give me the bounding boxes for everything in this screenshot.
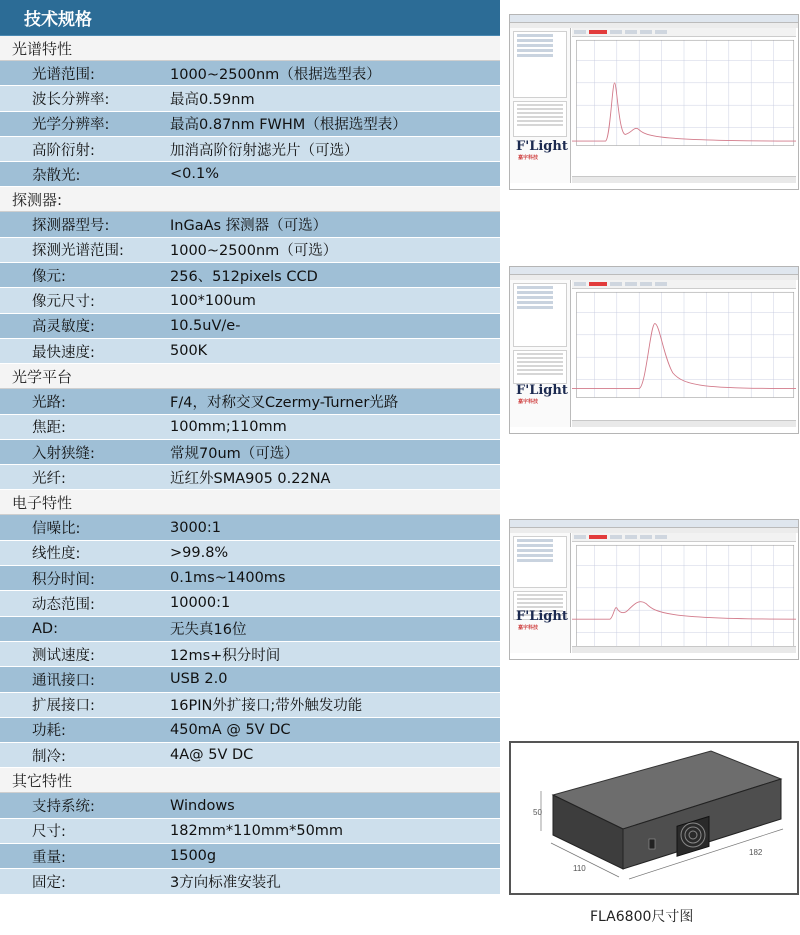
spec-label: 探测光谱范围: [32, 243, 124, 260]
spec-label: 光学分辨率: [32, 117, 110, 134]
spec-label: 积分时间: [32, 571, 95, 588]
spec-label: 测试速度: [32, 647, 95, 664]
spec-row [0, 718, 500, 743]
spec-row [0, 667, 500, 692]
spec-label: 固定: [32, 874, 66, 891]
spec-row [0, 238, 500, 263]
spec-label: 制冷: [32, 748, 66, 765]
spec-value: USB 2.0 [170, 671, 228, 688]
spec-value: 10.5uV/e- [170, 317, 241, 334]
spectrum-plot [572, 543, 796, 655]
spec-value: 1000~2500nm（根据选型表） [170, 66, 381, 83]
spec-value: <0.1% [170, 166, 219, 183]
spec-body [0, 36, 500, 895]
spec-row [0, 263, 500, 288]
spec-value: 100mm;110mm [170, 418, 287, 435]
window-titlebar [510, 267, 798, 275]
spec-row [0, 642, 500, 667]
spec-label: 入射狭缝: [32, 445, 95, 462]
software-screenshot-3 [509, 519, 799, 660]
spec-label: 光纤: [32, 470, 66, 487]
spec-label: 焦距: [32, 420, 66, 437]
spec-value: 无失真16位 [170, 622, 247, 639]
device-caption: FLA6800尺寸图 [590, 909, 694, 925]
spec-row [0, 389, 500, 414]
spec-row [0, 541, 500, 566]
section-header: 光学平台 [0, 364, 500, 389]
spec-row [0, 212, 500, 237]
spec-value: 0.1ms~1400ms [170, 570, 286, 587]
spec-row [0, 465, 500, 490]
spec-label: 探测器型号: [32, 218, 110, 235]
section-header: 光谱特性 [0, 36, 500, 61]
spectrum-panel [572, 533, 796, 653]
window-titlebar [510, 15, 798, 23]
spec-label: 通讯接口: [32, 672, 95, 689]
spec-label: 波长分辨率: [32, 91, 110, 108]
spec-label: 信噪比: [32, 521, 81, 538]
spec-value: 加消高阶衍射滤光片（可选） [170, 142, 359, 159]
spec-label: 线性度: [32, 546, 81, 563]
device-tree [513, 536, 567, 588]
spec-row [0, 515, 500, 540]
spectrum-panel [572, 280, 796, 427]
device-tree [513, 283, 567, 347]
spec-row [0, 288, 500, 313]
section-header: 探测器: [0, 187, 500, 212]
log-panel [513, 101, 567, 137]
spec-value: 16PIN外扩接口;带外触发功能 [170, 698, 363, 715]
spec-label: 支持系统: [32, 799, 95, 816]
dim-depth-label: 110 [573, 864, 586, 873]
spec-row [0, 591, 500, 616]
plot-toolbar [572, 533, 796, 542]
spec-value: 12ms+积分时间 [170, 647, 281, 664]
spec-row [0, 743, 500, 768]
spec-value: 10000:1 [170, 595, 231, 612]
section-header: 其它特性 [0, 768, 500, 793]
spec-row [0, 844, 500, 869]
spec-row [0, 440, 500, 465]
device-dimension-drawing [509, 741, 799, 895]
dim-height-label: 50 [533, 808, 542, 817]
spec-label: 像元: [32, 268, 66, 285]
spec-row [0, 415, 500, 440]
spec-row [0, 162, 500, 187]
spec-value: 3方向标准安装孔 [170, 874, 281, 891]
spec-label: AD: [32, 620, 58, 637]
spectrum-plot [572, 38, 796, 150]
spec-value: 最高0.59nm [170, 91, 255, 108]
spec-value: 256、512pixels CCD [170, 268, 318, 285]
spec-label: 光路: [32, 394, 66, 411]
spec-row [0, 793, 500, 818]
spec-row [0, 819, 500, 844]
spec-row [0, 693, 500, 718]
spec-value: 常规70um（可选） [170, 445, 299, 462]
spec-row [0, 137, 500, 162]
spec-label: 高阶衍射: [32, 142, 95, 159]
left-panel [510, 533, 571, 653]
spec-value: >99.8% [170, 544, 229, 561]
spec-value: 1000~2500nm（可选） [170, 243, 338, 260]
page-title: 技术规格 [0, 0, 500, 36]
spec-value: Windows [170, 797, 235, 814]
spec-value: 最高0.87nm FWHM（根据选型表） [170, 117, 407, 134]
spectrum-plot [572, 290, 796, 402]
spec-label: 动态范围: [32, 596, 95, 613]
spec-value: 500K [170, 343, 208, 360]
spec-label: 尺寸: [32, 824, 66, 841]
plot-toolbar [572, 280, 796, 289]
spec-label: 高灵敏度: [32, 319, 95, 336]
spec-row [0, 617, 500, 642]
dim-width-label: 182 [749, 848, 763, 857]
software-screenshot-1 [509, 14, 799, 190]
spec-label: 像元尺寸: [32, 294, 95, 311]
spec-row [0, 869, 500, 894]
spec-label: 扩展接口: [32, 698, 95, 715]
section-header: 电子特性 [0, 490, 500, 515]
spec-label: 杂散光: [32, 167, 81, 184]
device-tree [513, 31, 567, 98]
spec-value: 1500g [170, 848, 217, 865]
spec-value: 近红外SMA905 0.22NA [170, 470, 331, 487]
plot-toolbar [572, 28, 796, 37]
spec-label: 重量: [32, 849, 66, 866]
left-panel [510, 28, 571, 183]
status-bar [572, 646, 796, 653]
brand-logo: F'Light$^{嘉宇科技}$ [516, 139, 568, 161]
spec-value: 3000:1 [170, 519, 222, 536]
spec-row [0, 339, 500, 364]
spec-value: InGaAs 探测器（可选） [170, 218, 328, 235]
spec-row [0, 86, 500, 111]
status-bar [572, 176, 796, 183]
status-bar [572, 420, 796, 427]
device-3d-illustration [511, 743, 797, 893]
brand-logo: F'Light$^{嘉宇科技}$ [516, 383, 568, 405]
log-panel [513, 350, 567, 384]
spec-value: 450mA @ 5V DC [170, 721, 291, 738]
window-titlebar [510, 520, 798, 528]
spec-label: 功耗: [32, 723, 66, 740]
spec-label: 光谱范围: [32, 66, 95, 83]
spectrum-panel [572, 28, 796, 183]
spec-value: 4A@ 5V DC [170, 747, 254, 764]
spec-row [0, 314, 500, 339]
software-screenshot-2 [509, 266, 799, 434]
brand-logo: F'Light$^{嘉宇科技}$ [516, 609, 568, 631]
spec-row [0, 61, 500, 86]
spec-value: 182mm*110mm*50mm [170, 822, 344, 839]
left-panel [510, 280, 571, 427]
spec-row [0, 112, 500, 137]
spec-label: 最快速度: [32, 344, 95, 361]
spec-value: 100*100um [170, 292, 256, 309]
spec-row [0, 566, 500, 591]
spec-value: F/4，对称交叉Czermy-Turner光路 [170, 394, 399, 411]
